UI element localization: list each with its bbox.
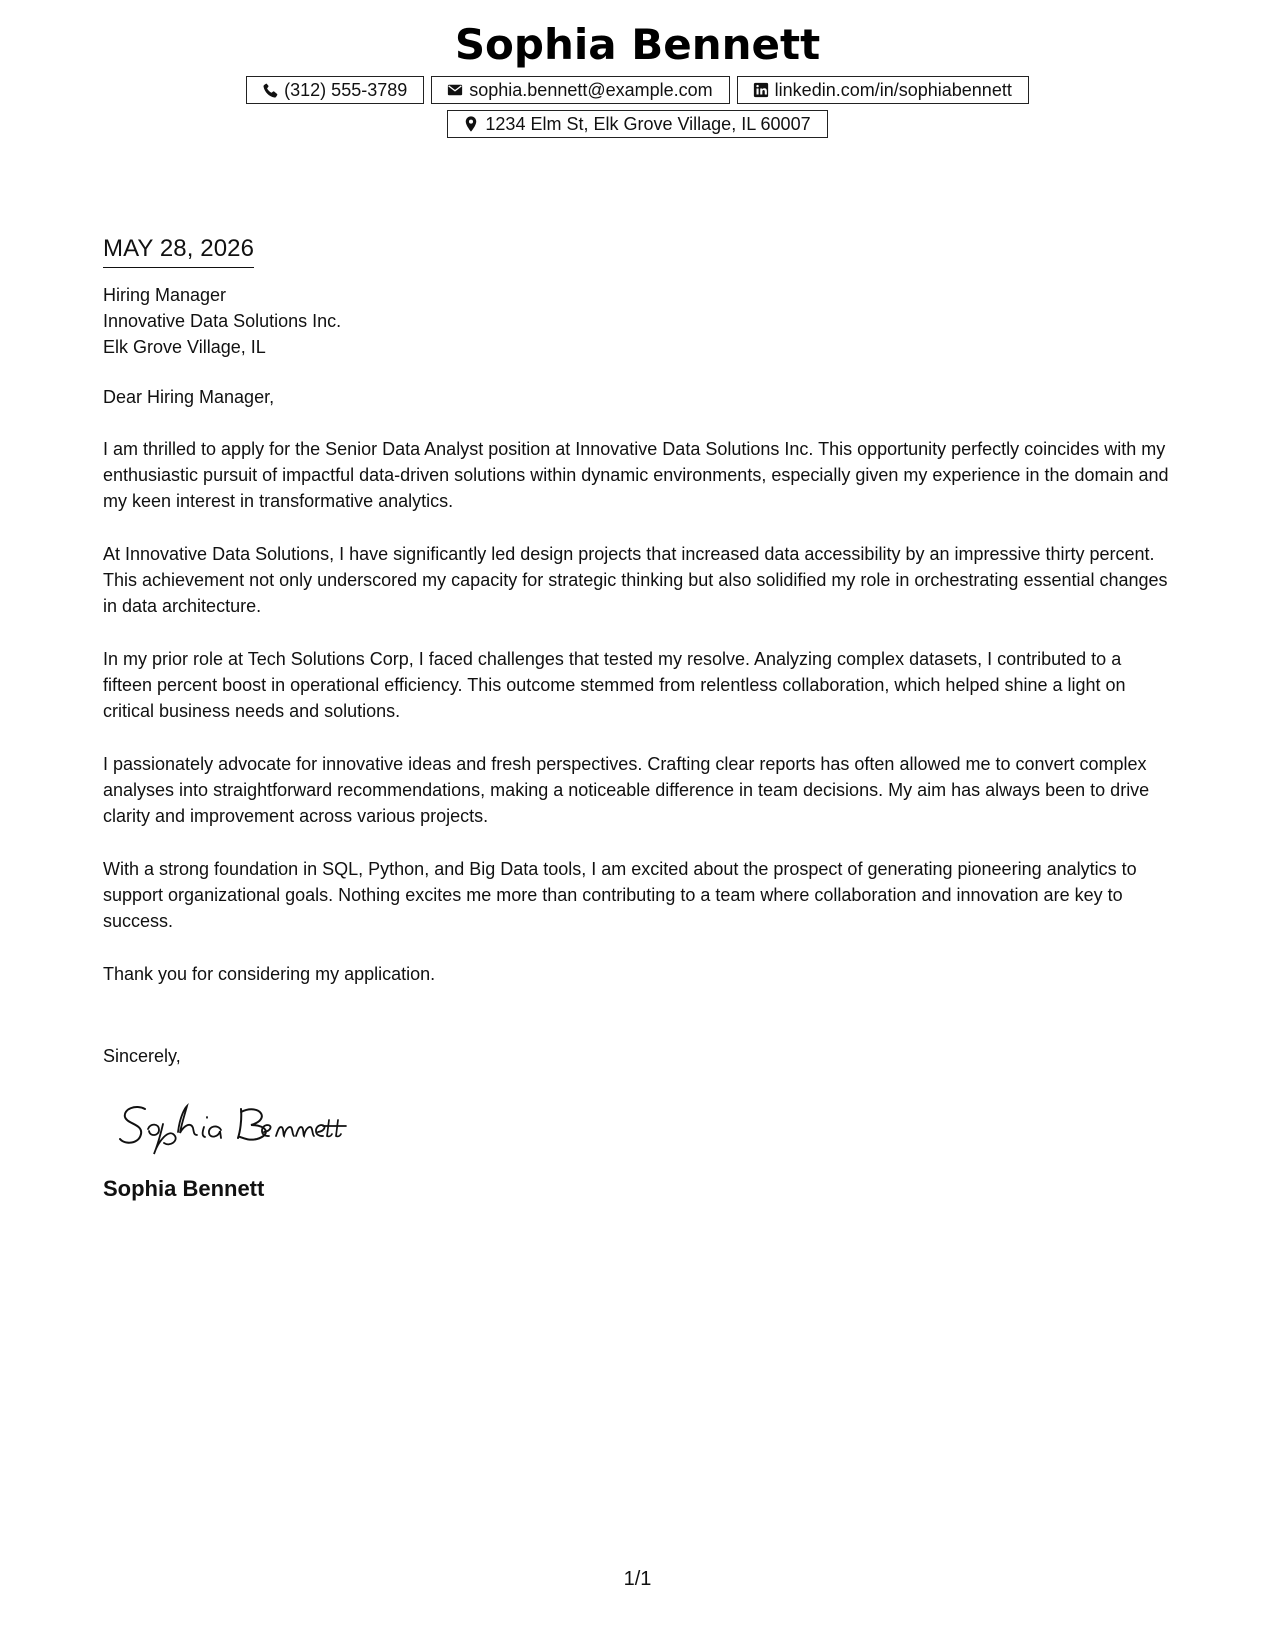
contact-row-primary [0,76,1275,104]
envelope-icon [446,81,464,99]
salutation: Dear Hiring Manager, [103,387,275,407]
body-paragraph-1: I am thrilled to apply for the Senior Data Analyst position at Innovative Data Solutions Inc. This opportunity perfectly coincides with my enthusiastic pursuit of impactful data-driven solutions within dynamic environments, especially given my experience in the domain and my keen interest in transformative analytics. [103,439,1169,511]
phone-icon [261,81,279,99]
recipient-block [103,282,1173,360]
body-paragraph-2: At Innovative Data Solutions, I have significantly led design projects that increased data accessibility by an impressive thirty percent. This achievement not only underscored my capacity for strategic thinking but also solidified my role in orchestrating essential changes in data architecture. [103,544,1168,616]
body-paragraph-3: In my prior role at Tech Solutions Corp, I faced challenges that tested my resolve. Analyzing complex datasets, I contributed to a fifteen percent boost in operational efficiency. This outcome stemmed from relentless collaboration, which helped shine a light on critical business needs and solutions. [103,649,1126,721]
closing-line: Sincerely, [103,1046,181,1066]
phone-contact[interactable] [246,76,424,104]
phone-number: (312) 555-3789 [284,80,408,100]
thank-you-paragraph: Thank you for considering my application. [103,964,436,984]
signed-name: Sophia Bennett [103,1176,265,1201]
handwritten-signature [117,1096,347,1158]
recipient-location: Elk Grove Village, IL [103,337,266,357]
letter-body [103,232,1173,1204]
body-paragraph-4: I passionately advocate for innovative ideas and fresh perspectives. Crafting clear reports has often allowed me to convert complex analyses into straightforward recommendations, making a noticeable difference in team decisions. My aim has always been to drive clarity and improvement across various projects. [103,754,1150,826]
body-paragraph-5: With a strong foundation in SQL, Python, and Big Data tools, I am excited about the prospect of generating pioneering analytics to support organizational goals. Nothing excites me more than contributing to a team where collaboration and innovation are key to success. [103,859,1137,931]
linkedin-icon [752,81,770,99]
email-contact[interactable] [431,76,729,104]
recipient-company: Innovative Data Solutions Inc. [103,311,342,331]
address-contact[interactable] [447,110,827,138]
applicant-name: Sophia Bennett [454,20,821,69]
letter-date: MAY 28, 2026 [103,232,254,268]
page-number: 1/1 [623,1568,652,1590]
linkedin-contact[interactable] [737,76,1029,104]
email-address: sophia.bennett@example.com [469,80,713,100]
linkedin-url: linkedin.com/in/sophiabennett [774,80,1012,100]
recipient-title: Hiring Manager [103,285,227,305]
map-marker-icon [462,115,480,133]
letter-header [0,18,1275,138]
mailing-address: 1234 Elm St, Elk Grove Village, IL 60007 [485,114,811,134]
contact-row-secondary [0,110,1275,138]
